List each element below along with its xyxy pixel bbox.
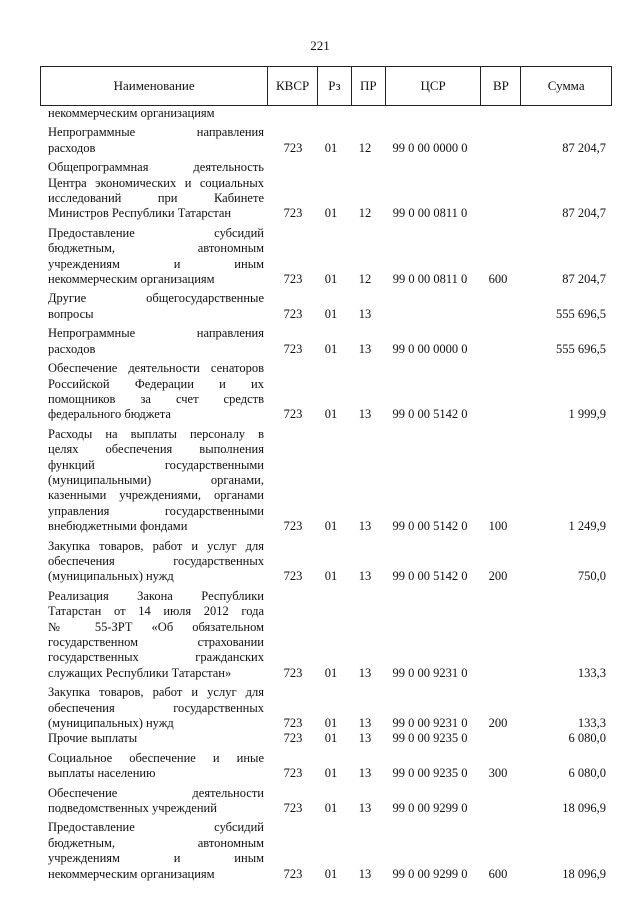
- cell-pr: 13: [358, 407, 372, 422]
- row-name-line: Закупка товаров, работ и услуг для: [48, 538, 264, 553]
- cell-rz: 01: [324, 716, 338, 731]
- table-header: [40, 66, 612, 106]
- cell-vr: 300: [488, 766, 508, 781]
- row-name-line: Расходы на выплаты персоналу в: [48, 426, 264, 441]
- cell-csr: 99 0 00 9299 0: [392, 801, 468, 816]
- cell-rz: 01: [324, 569, 338, 584]
- table-row: [40, 427, 612, 535]
- cell-pr: 13: [358, 519, 372, 534]
- table-row: [40, 731, 612, 746]
- table-row: [40, 326, 612, 357]
- cell-kvsr: 723: [283, 866, 303, 881]
- cell-kvsr: 723: [283, 272, 303, 287]
- row-name-line: (муниципальных) нужд: [48, 569, 174, 584]
- cell-sum: 133,3: [577, 716, 606, 731]
- cell-vr: 200: [488, 716, 508, 731]
- row-name-line: расходов: [48, 341, 96, 356]
- cell-kvsr: 723: [283, 716, 303, 731]
- row-name-line: государственном страховании: [48, 635, 264, 649]
- row-name: [40, 291, 264, 322]
- row-name-line: Социальное обеспечение и иные: [48, 750, 264, 765]
- row-name-line: казенными учреждениями, органами: [48, 488, 264, 503]
- row-name-line: расходов: [48, 140, 96, 155]
- cell-rz: 01: [324, 801, 338, 816]
- row-name-line: Закупка товаров, работ и услуг для: [48, 685, 264, 700]
- header-sum: Сумма: [547, 78, 585, 94]
- cell-rz: 01: [324, 407, 338, 422]
- cell-vr: 200: [488, 569, 508, 584]
- row-name: [40, 685, 264, 731]
- cell-pr: 13: [358, 569, 372, 584]
- cell-kvsr: 723: [283, 665, 303, 680]
- row-name-line: Российской Федерации и их: [48, 376, 264, 391]
- cell-csr: 99 0 00 9231 0: [392, 665, 468, 680]
- row-name: [40, 786, 264, 817]
- row-name: [40, 820, 264, 882]
- row-name-line: учреждениям и иным: [48, 256, 264, 271]
- row-name-line: Другие общегосударственные: [48, 291, 264, 306]
- cell-sum: 87 204,7: [562, 272, 606, 287]
- cell-pr: 13: [358, 801, 372, 816]
- cell-sum: 18 096,9: [562, 866, 606, 881]
- row-name-line: вопросы: [48, 306, 94, 321]
- cell-rz: 01: [324, 306, 338, 321]
- cell-vr: 600: [488, 272, 508, 287]
- page-number: 221: [310, 38, 330, 53]
- row-name-line: целях обеспечения выполнения: [48, 442, 264, 457]
- table-row: [40, 786, 612, 817]
- cell-csr: 99 0 00 0000 0: [392, 140, 468, 155]
- table-row: [40, 589, 612, 681]
- cell-csr: 99 0 00 9231 0: [392, 716, 468, 731]
- cell-pr: 12: [358, 272, 372, 287]
- cell-rz: 01: [324, 766, 338, 781]
- row-name: [40, 589, 264, 681]
- cell-pr: 13: [358, 766, 372, 781]
- table-row: [40, 820, 612, 882]
- table-row: [40, 106, 612, 121]
- row-name-line: Предоставление субсидий: [48, 225, 264, 240]
- cell-kvsr: 723: [283, 341, 303, 356]
- row-name-line: бюджетным, автономным: [48, 835, 264, 850]
- cell-rz: 01: [324, 272, 338, 287]
- cell-kvsr: 723: [283, 569, 303, 584]
- row-name-line: федерального бюджета: [48, 407, 171, 422]
- cell-csr: 99 0 00 5142 0: [392, 519, 468, 534]
- row-name-line: обеспечения государственных: [48, 700, 264, 715]
- row-name-line: Непрограммные направления: [48, 326, 264, 341]
- row-name-line: Татарстан от 14 июля 2012 года: [48, 604, 264, 619]
- row-name-line: Непрограммные направления: [48, 125, 264, 140]
- table-row: [40, 361, 612, 423]
- cell-kvsr: 723: [283, 306, 303, 321]
- cell-sum: 750,0: [577, 569, 606, 584]
- row-name: [40, 427, 264, 535]
- cell-csr: 99 0 00 5142 0: [392, 569, 468, 584]
- cell-vr: 100: [488, 519, 508, 534]
- row-name-line: учреждениям и иным: [48, 851, 264, 866]
- header-name: Наименование: [41, 67, 268, 105]
- row-name-line: Реализация Закона Республики: [48, 588, 264, 603]
- cell-csr: 99 0 00 0811 0: [392, 206, 468, 221]
- row-name-line: служащих Республики Татарстан»: [48, 665, 232, 680]
- cell-rz: 01: [324, 519, 338, 534]
- cell-kvsr: 723: [283, 731, 303, 746]
- row-name-line: (муниципальными) органами,: [48, 472, 264, 487]
- row-name: [40, 731, 264, 746]
- row-name-line: помощников за счет средств: [48, 391, 264, 406]
- row-name-line: (муниципальных) нужд: [48, 716, 174, 731]
- header-kvsr: КВСР: [268, 67, 318, 105]
- cell-sum: 87 204,7: [562, 206, 606, 221]
- cell-pr: 13: [358, 716, 372, 731]
- row-name: [40, 361, 264, 423]
- cell-rz: 01: [324, 866, 338, 881]
- cell-vr: 600: [488, 866, 508, 881]
- cell-sum: 18 096,9: [562, 801, 606, 816]
- cell-sum: 6 080,0: [568, 766, 606, 781]
- table-row: [40, 539, 612, 585]
- cell-sum: 1 999,9: [568, 407, 606, 422]
- cell-csr: 99 0 00 0000 0: [392, 341, 468, 356]
- cell-csr: 99 0 00 9235 0: [392, 731, 468, 746]
- row-name-line: некоммерческим организациям: [48, 106, 215, 120]
- cell-sum: 133,3: [577, 665, 606, 680]
- header-pr: ПР: [352, 67, 386, 105]
- row-name: [40, 160, 264, 222]
- cell-sum: 87 204,7: [562, 140, 606, 155]
- row-name: [40, 326, 264, 357]
- cell-sum: 1 249,9: [568, 519, 606, 534]
- row-name-line: Предоставление субсидий: [48, 820, 264, 835]
- row-name-line: подведомственных учреждений: [48, 801, 217, 816]
- cell-csr: 99 0 00 9299 0: [392, 866, 468, 881]
- table-row: [40, 685, 612, 731]
- cell-sum: 555 696,5: [556, 341, 606, 356]
- row-name-line: выплаты населению: [48, 766, 156, 781]
- row-name: [40, 125, 264, 156]
- row-name-line: Центра экономических и социальных: [48, 175, 264, 190]
- cell-rz: 01: [324, 140, 338, 155]
- cell-kvsr: 723: [283, 519, 303, 534]
- cell-csr: 99 0 00 5142 0: [392, 407, 468, 422]
- cell-kvsr: 723: [283, 206, 303, 221]
- row-name-line: Министров Республики Татарстан: [48, 206, 232, 221]
- row-name-line: управления государственными: [48, 503, 264, 518]
- row-name-line: обеспечения государственных: [48, 553, 264, 568]
- cell-csr: 99 0 00 0811 0: [392, 272, 468, 287]
- row-name: [40, 539, 264, 585]
- cell-rz: 01: [324, 665, 338, 680]
- table-row: [40, 751, 612, 782]
- cell-rz: 01: [324, 206, 338, 221]
- cell-rz: 01: [324, 341, 338, 356]
- cell-pr: 12: [358, 140, 372, 155]
- cell-pr: 13: [358, 306, 372, 321]
- row-name-line: № 55-ЗРТ «Об обязательном: [48, 619, 264, 634]
- header-rz: Рз: [318, 67, 352, 105]
- row-name-line: внебюджетными фондами: [48, 519, 188, 534]
- row-name-line: некоммерческим организациям: [48, 272, 215, 287]
- row-name-line: государственных гражданских: [48, 650, 264, 665]
- cell-csr: 99 0 00 9235 0: [392, 766, 468, 781]
- cell-pr: 13: [358, 341, 372, 356]
- cell-pr: 12: [358, 206, 372, 221]
- cell-pr: 13: [358, 866, 372, 881]
- table-body: [40, 106, 612, 882]
- row-name-line: Обеспечение деятельности сенаторов: [48, 361, 264, 376]
- cell-pr: 13: [358, 665, 372, 680]
- table-row: [40, 291, 612, 322]
- cell-kvsr: 723: [283, 407, 303, 422]
- cell-kvsr: 723: [283, 766, 303, 781]
- cell-sum: 6 080,0: [568, 731, 606, 746]
- row-name: [40, 751, 264, 782]
- row-name-line: бюджетным, автономным: [48, 241, 264, 256]
- cell-kvsr: 723: [283, 801, 303, 816]
- row-name: [40, 106, 264, 121]
- row-name-line: Прочие выплаты: [48, 731, 138, 746]
- row-name-line: функций государственными: [48, 457, 264, 472]
- table-row: [40, 125, 612, 156]
- row-name-line: Обеспечение деятельности: [48, 785, 264, 800]
- table-row: [40, 226, 612, 288]
- header-vr: ВР: [481, 67, 521, 105]
- row-name: [40, 226, 264, 288]
- row-name-line: Общепрограммная деятельность: [48, 160, 264, 175]
- cell-kvsr: 723: [283, 140, 303, 155]
- header-csr: ЦСР: [386, 67, 482, 105]
- row-name-line: некоммерческим организациям: [48, 866, 215, 881]
- cell-rz: 01: [324, 731, 338, 746]
- table-row: [40, 160, 612, 222]
- row-name-line: исследований при Кабинете: [48, 191, 264, 206]
- cell-pr: 13: [358, 731, 372, 746]
- cell-sum: 555 696,5: [556, 306, 606, 321]
